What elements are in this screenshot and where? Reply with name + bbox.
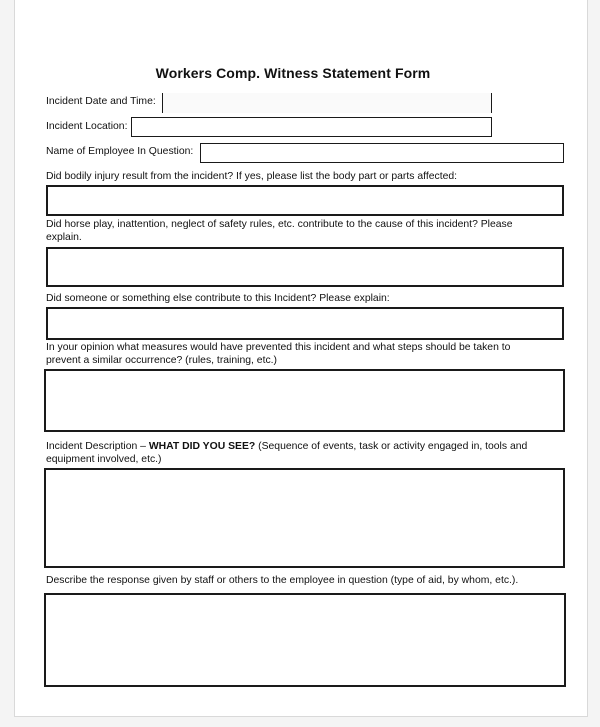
someone-else-label: Did someone or something else contribute to this Incident? Please explain: — [46, 293, 390, 304]
description-field[interactable] — [44, 468, 565, 568]
prevention-field[interactable] — [44, 369, 565, 432]
description-label-line1 — [46, 441, 527, 454]
description-label-bold: WHAT DID YOU SEE? — [148, 441, 256, 452]
horse-play-field[interactable] — [46, 247, 564, 287]
description-label-prefix: Incident Description – — [46, 441, 149, 452]
response-field[interactable] — [44, 593, 566, 687]
form-title: Workers Comp. Witness Statement Form — [155, 65, 431, 81]
description-label-line2: equipment involved, etc.) — [46, 454, 162, 465]
bodily-injury-field[interactable] — [46, 185, 564, 216]
employee-name-field[interactable] — [200, 143, 564, 163]
horse-play-label-line1: Did horse play, inattention, neglect of safety rules, etc. contribute to the cause of this incident? Please — [46, 219, 513, 230]
someone-else-field[interactable] — [46, 307, 564, 340]
horse-play-label-line2: explain. — [46, 232, 82, 243]
description-label-suffix: (Sequence of events, task or activity engaged in, tools and — [255, 441, 528, 452]
incident-location-field[interactable] — [131, 117, 492, 137]
incident-date-time-label: Incident Date and Time: — [46, 96, 156, 107]
response-label: Describe the response given by staff or others to the employee in question (type of aid, by whom, etc.). — [46, 575, 519, 586]
prevention-label-line1: In your opinion what measures would have prevented this incident and what steps should be taken to — [46, 342, 511, 353]
incident-location-label: Incident Location: — [46, 121, 128, 132]
employee-name-label: Name of Employee In Question: — [46, 146, 194, 157]
prevention-label-line2: prevent a similar occurrence? (rules, training, etc.) — [46, 355, 277, 366]
incident-date-time-field[interactable] — [162, 93, 492, 113]
bodily-injury-label: Did bodily injury result from the incident? If yes, please list the body part or parts affected: — [46, 171, 458, 182]
